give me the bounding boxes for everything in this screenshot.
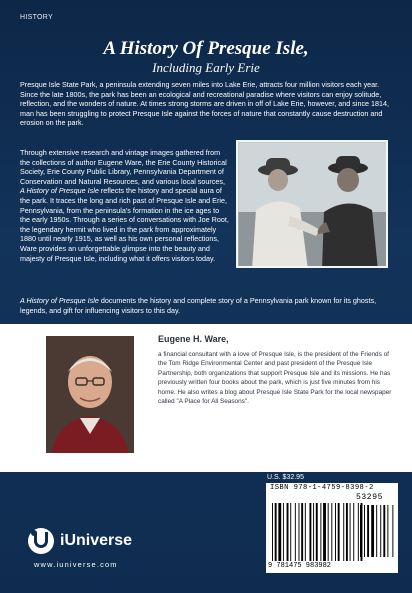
category-label: HISTORY	[20, 14, 53, 21]
author-name: Eugene H. Ware,	[158, 334, 229, 344]
paragraph-3-text: documents the history and complete story of a Pennsylvania park known for its ghosts, legends, and gift for influencing visitors to this day.	[20, 296, 377, 315]
book-subtitle: Including Early Erie	[152, 60, 260, 75]
paragraph-2-book-title: A History of Presque Isle	[20, 186, 99, 196]
iuniverse-logo-icon	[28, 528, 54, 554]
isbn-number: ISBN 978-1-4759-8398-2	[270, 484, 374, 492]
book-title: A History Of Presque Isle,	[103, 38, 309, 59]
author-portrait-illustration	[46, 336, 134, 453]
author-photo	[46, 336, 134, 453]
description-paragraph-3	[20, 296, 392, 315]
publisher-logo	[28, 528, 132, 554]
paragraph-2-text-b: reflects the history and special aura of the park. It traces the long and rich past of Presque Isle and Erie, Pennsylvania, from the peninsula's formation in the ice ages to the early 1950s. Through a series of conversations with Joe Root, the legendary hermit who lived in the park from approximately 1880 until nearly 1915, as well as his own personal reflections, Ware provides an unforgettable glimpse into the beauty and majesty of Presque Isle, including what it offers visitors today.	[20, 186, 229, 263]
author-bio: a financial consultant with a love of Presque Isle, is the president of the Friends of the Tom Ridge Environmental Center and past president of the Presque Isle Partnership, both organizations that support Presque Isle and its missions. He has previously written four books about the park, which is just five minutes from his home. He also writes a blog about Presque Isle State Park for the local newspaper called "A Place for All Seasons".	[158, 351, 392, 406]
publisher-website: www.iuniverse.com	[34, 560, 118, 569]
description-paragraph-1: Presque Isle State Park, a peninsula extending seven miles into Lake Erie, attracts four million visitors each year. Since the late 1800s, the park has been an ecological and recreational paradise where visitors can enjoy solitude, reflection, and the wonders of nature. At times strong storms are driven in off of Lake Erie, however, and since 1814, man has been struggling to protect Presque Isle against the forces of nature that constantly cause destruction and erosion on the park.	[20, 80, 390, 128]
price-label: U.S. $32.95	[267, 474, 304, 481]
barcode-digits: 9 781475 983982	[268, 562, 332, 570]
historic-photo-illustration	[238, 142, 388, 268]
price-supplement-code: 53295	[356, 493, 384, 502]
description-paragraph-2	[20, 148, 230, 263]
paragraph-3-book-title: A History of Presque Isle	[20, 296, 99, 305]
paragraph-2-text-a: Through extensive research and vintage images gathered from the collections of author Eugene Ware, the Erie County Historical Society, Erie County Public Library, Pennsylvania Department of Conservation and Natural Resources, and various local sources,	[20, 148, 227, 186]
publisher-name: iUniverse	[60, 532, 133, 549]
historic-photo	[236, 140, 388, 268]
